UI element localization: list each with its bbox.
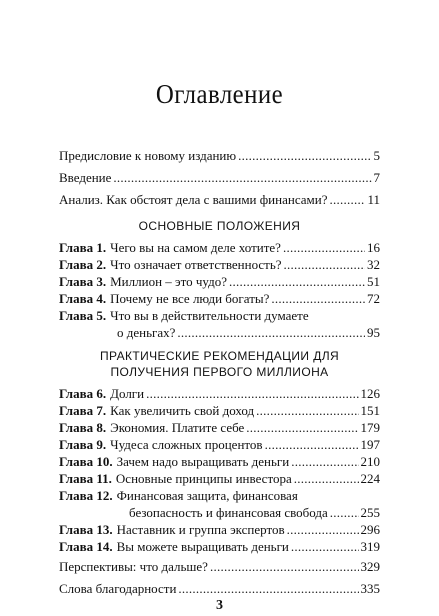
- toc-entry-introduction: [59, 170, 380, 186]
- toc-title: Оглавление: [155, 79, 284, 109]
- chapter-label: Глава 13.: [59, 522, 113, 537]
- entry-page: 51: [367, 274, 380, 289]
- toc-entry-chapter-1: [59, 240, 380, 256]
- toc-entry-chapter-13: [59, 522, 380, 538]
- toc-entry-chapter-12: [59, 488, 298, 504]
- section-heading-practical-2: ПОЛУЧЕНИЯ ПЕРВОГО МИЛЛИОНА: [110, 365, 329, 379]
- chapter-label: Глава 10.: [59, 454, 113, 469]
- toc-entry-chapter-4: [59, 291, 380, 307]
- entry-page: 5: [373, 148, 380, 163]
- entry-page: 126: [360, 386, 380, 401]
- toc-entry-acknowledgements: [59, 581, 380, 597]
- toc-entry-preface: [59, 148, 380, 164]
- dot-leader: [246, 420, 358, 436]
- entry-page: 255: [360, 505, 380, 520]
- entry-text: Долги: [110, 386, 145, 401]
- dot-leader: [287, 522, 359, 538]
- entry-text-cont: о деньгах?: [117, 325, 176, 340]
- entry-text: Наставник и группа экспертов: [116, 522, 285, 537]
- entry-page: 72: [367, 291, 380, 306]
- chapter-label: Глава 6.: [59, 386, 107, 401]
- entry-text: Чего вы на самом деле хотите?: [110, 240, 281, 255]
- chapter-label: Глава 5.: [59, 308, 107, 323]
- dot-leader: [271, 291, 365, 307]
- entry-page: 95: [367, 325, 380, 340]
- section-heading-practical-1: ПРАКТИЧЕСКИЕ РЕКОМЕНДАЦИИ ДЛЯ: [99, 349, 340, 363]
- chapter-label: Глава 3.: [59, 274, 107, 289]
- toc-entry-chapter-8: [59, 420, 380, 436]
- entry-text: Что означает ответственность?: [110, 257, 282, 272]
- entry-text: Перспективы: что дальше?: [59, 559, 208, 574]
- entry-text: Как увеличить свой доход: [110, 403, 255, 418]
- dot-leader: [146, 386, 358, 402]
- entry-text: Слова благодарности: [59, 581, 177, 596]
- entry-text: Введение: [59, 170, 112, 185]
- entry-text: Что вы в действительности думаете: [110, 308, 309, 323]
- chapter-label: Глава 4.: [59, 291, 107, 306]
- entry-page: 179: [360, 420, 380, 435]
- entry-page: 197: [360, 437, 380, 452]
- dot-leader: [177, 325, 365, 341]
- entry-page: 151: [360, 403, 380, 418]
- dot-leader: [265, 437, 359, 453]
- dot-leader: [329, 192, 365, 208]
- entry-text: Финансовая защита, финансовая: [116, 488, 298, 503]
- chapter-label: Глава 7.: [59, 403, 107, 418]
- entry-page: 210: [360, 454, 380, 469]
- chapter-label: Глава 2.: [59, 257, 107, 272]
- toc-entry-chapter-7: [59, 403, 380, 419]
- entry-text: Почему не все люди богаты?: [110, 291, 270, 306]
- dot-leader: [294, 471, 359, 487]
- entry-page: 7: [373, 170, 380, 185]
- page-number: 3: [216, 598, 223, 613]
- toc-entry-chapter-9: [59, 437, 380, 453]
- toc-entry-chapter-5-cont: [117, 325, 380, 341]
- entry-page: 16: [367, 240, 380, 255]
- chapter-label: Глава 8.: [59, 420, 107, 435]
- toc-entry-chapter-2: [59, 257, 380, 273]
- chapter-label: Глава 12.: [59, 488, 113, 503]
- toc-entry-chapter-12-cont: [129, 505, 380, 521]
- chapter-label: Глава 11.: [59, 471, 112, 486]
- dot-leader: [291, 454, 358, 470]
- entry-text: Чудеса сложных процентов: [110, 437, 263, 452]
- entry-page: 319: [360, 539, 380, 554]
- entry-text: Основные принципы инвестора: [115, 471, 292, 486]
- entry-page: 335: [360, 581, 380, 596]
- entry-page: 296: [360, 522, 380, 537]
- toc-entry-chapter-10: [59, 454, 380, 470]
- dot-leader: [330, 505, 359, 521]
- toc-entry-chapter-3: [59, 274, 380, 290]
- chapter-label: Глава 9.: [59, 437, 107, 452]
- dot-leader: [113, 170, 371, 186]
- entry-text: Миллион – это чудо?: [110, 274, 227, 289]
- chapter-label: Глава 1.: [59, 240, 107, 255]
- section-heading-basics: ОСНОВНЫЕ ПОЛОЖЕНИЯ: [138, 219, 301, 233]
- entry-page: 224: [360, 471, 380, 486]
- entry-text: Предисловие к новому изданию: [59, 148, 237, 163]
- dot-leader: [284, 257, 365, 273]
- dot-leader: [178, 581, 358, 597]
- toc-entry-chapter-11: [59, 471, 380, 487]
- dot-leader: [238, 148, 371, 164]
- entry-text: Экономия. Платите себе: [110, 420, 245, 435]
- entry-text-cont: безопасность и финансовая свобода: [129, 505, 328, 520]
- entry-text: Вы можете выращивать деньги: [116, 539, 289, 554]
- chapter-label: Глава 14.: [59, 539, 113, 554]
- toc-entry-chapter-5: [59, 308, 309, 324]
- dot-leader: [283, 240, 365, 256]
- entry-page: 32: [367, 257, 380, 272]
- entry-text: Зачем надо выращивать деньги: [116, 454, 290, 469]
- entry-page: 329: [360, 559, 380, 574]
- entry-page: 11: [367, 192, 380, 207]
- dot-leader: [256, 403, 358, 419]
- toc-entry-chapter-14: [59, 539, 380, 555]
- toc-entry-chapter-6: [59, 386, 380, 402]
- toc-entry-perspectives: [59, 559, 380, 575]
- dot-leader: [229, 274, 365, 290]
- dot-leader: [210, 559, 359, 575]
- entry-text: Анализ. Как обстоят дела с вашими финансами?: [59, 192, 328, 207]
- dot-leader: [291, 539, 359, 555]
- toc-entry-analysis: [59, 192, 380, 208]
